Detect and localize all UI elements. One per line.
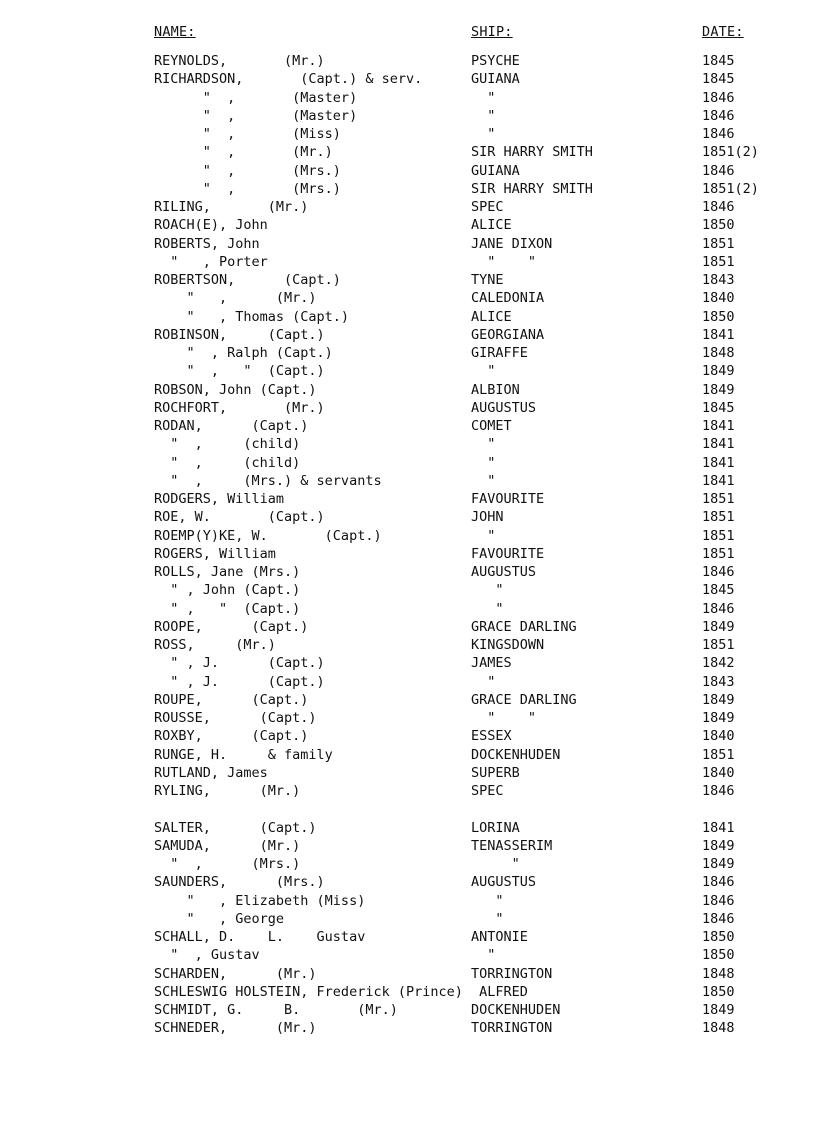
table-row xyxy=(0,892,816,910)
ship-cell: " xyxy=(471,673,496,690)
ship-cell: GUIANA xyxy=(471,162,520,179)
name-cell: " , " (Capt.) xyxy=(154,600,301,617)
name-cell: RILING, (Mr.) xyxy=(154,199,309,215)
date-cell: 1849 xyxy=(702,618,735,635)
date-cell: 1846 xyxy=(702,874,735,891)
date-cell: 1845 xyxy=(702,53,735,69)
name-cell: " , Porter xyxy=(154,253,268,270)
table-row xyxy=(0,52,816,70)
date-cell: 1849 xyxy=(702,837,735,854)
table-row xyxy=(0,454,816,472)
header-ship: SHIP: xyxy=(471,24,513,40)
date-cell: 1841 xyxy=(702,418,735,434)
name-cell: ROLLS, Jane (Mrs.) xyxy=(154,564,301,580)
table-row xyxy=(0,271,816,289)
table-row xyxy=(0,746,816,764)
date-cell: 1840 xyxy=(702,728,735,745)
name-cell: " , Thomas (Capt.) xyxy=(154,308,350,325)
name-cell: REYNOLDS, (Mr.) xyxy=(154,53,325,69)
ship-cell: SPEC xyxy=(471,199,504,215)
date-cell: 1840 xyxy=(702,290,735,307)
name-cell: RODAN, (Capt.) xyxy=(154,418,309,434)
ship-cell: " xyxy=(471,436,496,453)
ship-cell: FAVOURITE xyxy=(471,545,545,562)
name-cell: " , (Master) xyxy=(154,107,358,124)
name-cell: ROBERTS, John xyxy=(154,235,260,252)
ship-cell: KINGSDOWN xyxy=(471,637,545,653)
date-cell: 1851 xyxy=(702,527,735,544)
ship-cell: GUIANA xyxy=(471,71,520,88)
date-cell: 1841 xyxy=(702,454,735,471)
name-cell: SAUNDERS, (Mrs.) xyxy=(154,874,325,891)
table-row xyxy=(0,490,816,508)
table-row xyxy=(0,581,816,599)
date-cell: 1845 xyxy=(702,582,735,599)
date-cell: 1846 xyxy=(702,107,735,124)
table-row xyxy=(0,965,816,983)
table-row xyxy=(0,800,816,818)
name-cell: " , (Mrs.) & servants xyxy=(154,472,382,489)
table-row xyxy=(0,253,816,271)
name-cell: SCHLESWIG HOLSTEIN, Frederick (Prince) ALFRED xyxy=(154,983,528,1000)
ship-cell: COMET xyxy=(471,418,512,434)
name-cell: " , George xyxy=(154,910,285,927)
table-row xyxy=(0,709,816,727)
table-row xyxy=(0,691,816,709)
ship-cell: JANE DIXON xyxy=(471,235,553,252)
date-cell: 1851 xyxy=(702,253,735,270)
date-cell: 1848 xyxy=(702,1020,735,1037)
ship-cell: " xyxy=(471,910,504,927)
table-row xyxy=(0,399,816,417)
date-cell: 1850 xyxy=(702,929,735,945)
ship-cell: ALBION xyxy=(471,381,520,398)
name-cell: " , (Mrs.) xyxy=(154,180,341,197)
ship-cell: JOHN xyxy=(471,509,504,526)
name-cell: SCHMIDT, G. B. (Mr.) xyxy=(154,1002,398,1018)
table-row xyxy=(0,107,816,125)
table-row xyxy=(0,782,816,800)
ship-cell: JAMES xyxy=(471,655,512,672)
ship-cell: TORRINGTON xyxy=(471,1020,553,1037)
ship-cell: TORRINGTON xyxy=(471,965,553,982)
name-cell: " , John (Capt.) xyxy=(154,582,301,599)
table-row xyxy=(0,910,816,928)
table-row xyxy=(0,198,816,216)
ship-cell: GRACE DARLING xyxy=(471,691,577,708)
ship-cell: ALICE xyxy=(471,308,512,325)
ship-cell: ANTONIE xyxy=(471,929,528,945)
name-cell: RODGERS, William xyxy=(154,491,285,507)
date-cell: 1846 xyxy=(702,910,735,927)
ship-cell: GRACE DARLING xyxy=(471,618,577,635)
date-cell: 1849 xyxy=(702,710,735,726)
name-cell: RYLING, (Mr.) xyxy=(154,783,301,799)
ship-cell: ALICE xyxy=(471,217,512,234)
name-cell: " , J. (Capt.) xyxy=(154,673,325,690)
table-row xyxy=(0,654,816,672)
date-cell: 1845 xyxy=(702,399,735,416)
date-cell: 1851 xyxy=(702,491,735,507)
table-row xyxy=(0,216,816,234)
date-cell: 1846 xyxy=(702,162,735,179)
name-cell: ROUSSE, (Capt.) xyxy=(154,710,317,726)
date-cell: 1851 xyxy=(702,637,735,653)
name-cell: ROUPE, (Capt.) xyxy=(154,691,309,708)
date-cell: 1850 xyxy=(702,308,735,325)
table-row xyxy=(0,527,816,545)
table-row xyxy=(0,70,816,88)
name-cell: ROOPE, (Capt.) xyxy=(154,618,309,635)
ship-cell: " xyxy=(471,892,504,909)
ship-cell: PSYCHE xyxy=(471,53,520,69)
table-row xyxy=(0,545,816,563)
date-cell: 1843 xyxy=(702,673,735,690)
date-cell: 1846 xyxy=(702,199,735,215)
name-cell: " , (Miss) xyxy=(154,126,341,142)
table-row xyxy=(0,180,816,198)
date-cell: 1843 xyxy=(702,272,735,288)
ship-cell: " xyxy=(471,89,496,106)
name-cell: " , Elizabeth (Miss) xyxy=(154,892,366,909)
name-cell: ROBSON, John (Capt.) xyxy=(154,381,317,398)
name-cell: " , (child) xyxy=(154,436,301,453)
date-cell: 1851 xyxy=(702,746,735,763)
name-cell: SALTER, (Capt.) xyxy=(154,819,317,836)
ship-cell: " xyxy=(471,582,504,599)
name-cell: " , (child) xyxy=(154,454,301,471)
name-cell: ROE, W. (Capt.) xyxy=(154,509,325,526)
name-cell: " , (Master) xyxy=(154,89,358,106)
date-cell: 1849 xyxy=(702,691,735,708)
name-cell: RUNGE, H. & family xyxy=(154,746,333,763)
date-cell: 1846 xyxy=(702,126,735,142)
name-cell: ROBERTSON, (Capt.) xyxy=(154,272,341,288)
table-row xyxy=(0,600,816,618)
ship-cell: AUGUSTUS xyxy=(471,874,537,891)
table-row xyxy=(0,1019,816,1037)
ship-cell: " xyxy=(471,363,496,380)
table-row xyxy=(0,472,816,490)
date-cell: 1841 xyxy=(702,819,735,836)
name-cell: ROXBY, (Capt.) xyxy=(154,728,309,745)
date-cell: 1845 xyxy=(702,71,735,88)
ship-cell: " xyxy=(471,472,496,489)
table-row xyxy=(0,727,816,745)
ship-cell: DOCKENHUDEN xyxy=(471,1002,561,1018)
date-cell: 1851(2) xyxy=(702,144,759,161)
ship-cell: " xyxy=(471,126,496,142)
table-row xyxy=(0,308,816,326)
date-cell: 1842 xyxy=(702,655,735,672)
header-date: DATE: xyxy=(702,24,744,40)
ship-cell: TENASSERIM xyxy=(471,837,553,854)
table-row xyxy=(0,618,816,636)
name-cell: ROACH(E), John xyxy=(154,217,268,234)
date-cell: 1849 xyxy=(702,1002,735,1018)
date-cell: 1850 xyxy=(702,947,735,964)
table-row xyxy=(0,764,816,782)
table-row xyxy=(0,344,816,362)
name-cell: " , " (Capt.) xyxy=(154,363,325,380)
table-row xyxy=(0,928,816,946)
date-cell: 1841 xyxy=(702,326,735,343)
date-cell: 1841 xyxy=(702,436,735,453)
date-cell: 1850 xyxy=(702,217,735,234)
ship-cell: " xyxy=(471,454,496,471)
name-cell: SCHNEDER, (Mr.) xyxy=(154,1020,317,1037)
table-row xyxy=(0,673,816,691)
ship-cell: SPEC xyxy=(471,783,504,799)
name-cell: SCHARDEN, (Mr.) xyxy=(154,965,317,982)
table-row xyxy=(0,143,816,161)
table-row xyxy=(0,381,816,399)
table-row xyxy=(0,417,816,435)
ship-cell: " xyxy=(471,856,520,872)
table-row xyxy=(0,125,816,143)
table-row xyxy=(0,508,816,526)
date-cell: 1840 xyxy=(702,764,735,781)
ship-cell: AUGUSTUS xyxy=(471,564,537,580)
ship-cell: FAVOURITE xyxy=(471,491,545,507)
date-cell: 1846 xyxy=(702,89,735,106)
ship-cell: LORINA xyxy=(471,819,520,836)
table-row xyxy=(0,636,816,654)
date-cell: 1850 xyxy=(702,983,735,1000)
name-cell: " , (Mrs.) xyxy=(154,162,341,179)
date-cell: 1846 xyxy=(702,892,735,909)
name-cell: RUTLAND, James xyxy=(154,764,268,781)
name-cell: SAMUDA, (Mr.) xyxy=(154,837,301,854)
name-cell: ROSS, (Mr.) xyxy=(154,637,276,653)
table-row xyxy=(0,162,816,180)
ship-cell: " xyxy=(471,600,504,617)
table-row xyxy=(0,1001,816,1019)
table-row xyxy=(0,946,816,964)
table-row xyxy=(0,873,816,891)
ship-cell: GEORGIANA xyxy=(471,326,545,343)
date-cell: 1848 xyxy=(702,345,735,361)
date-cell: 1849 xyxy=(702,363,735,380)
table-row xyxy=(0,435,816,453)
name-cell: ROCHFORT, (Mr.) xyxy=(154,399,325,416)
ship-cell: DOCKENHUDEN xyxy=(471,746,561,763)
date-cell: 1851 xyxy=(702,235,735,252)
date-cell: 1851(2) xyxy=(702,180,759,197)
ship-cell: " xyxy=(471,107,496,124)
date-cell: 1846 xyxy=(702,600,735,617)
date-cell: 1851 xyxy=(702,509,735,526)
name-cell: ROEMP(Y)KE, W. (Capt.) xyxy=(154,527,382,544)
name-cell: SCHALL, D. L. Gustav xyxy=(154,929,366,945)
name-cell: " , (Mrs.) xyxy=(154,856,301,872)
table-row xyxy=(0,819,816,837)
table-row xyxy=(0,563,816,581)
ship-cell: " " xyxy=(471,710,537,726)
ship-cell: SUPERB xyxy=(471,764,520,781)
table-row xyxy=(0,289,816,307)
table-row xyxy=(0,235,816,253)
ship-cell: SIR HARRY SMITH xyxy=(471,180,593,197)
date-cell: 1849 xyxy=(702,381,735,398)
ship-cell: CALEDONIA xyxy=(471,290,545,307)
date-cell: 1846 xyxy=(702,564,735,580)
table-row xyxy=(0,837,816,855)
table-row xyxy=(0,326,816,344)
header-name: NAME: xyxy=(154,24,196,40)
ship-cell: ESSEX xyxy=(471,728,512,745)
ship-cell: " " xyxy=(471,253,537,270)
name-cell: ROBINSON, (Capt.) xyxy=(154,326,325,343)
name-cell: RICHARDSON, (Capt.) & serv. xyxy=(154,71,423,88)
date-cell: 1846 xyxy=(702,783,735,799)
table-row xyxy=(0,362,816,380)
ship-cell: " xyxy=(471,947,496,964)
ship-cell: GIRAFFE xyxy=(471,345,528,361)
table-row xyxy=(0,89,816,107)
ship-cell: SIR HARRY SMITH xyxy=(471,144,593,161)
table-row xyxy=(0,983,816,1001)
table-row xyxy=(0,855,816,873)
name-cell: " , Ralph (Capt.) xyxy=(154,345,333,361)
date-cell: 1841 xyxy=(702,472,735,489)
ship-cell: TYNE xyxy=(471,272,504,288)
date-cell: 1851 xyxy=(702,545,735,562)
name-cell: " , Gustav xyxy=(154,947,260,964)
date-cell: 1848 xyxy=(702,965,735,982)
name-cell: " , (Mr.) xyxy=(154,144,333,161)
ship-cell: " xyxy=(471,527,496,544)
name-cell: " , (Mr.) xyxy=(154,290,317,307)
name-cell: " , J. (Capt.) xyxy=(154,655,325,672)
name-cell: ROGERS, William xyxy=(154,545,276,562)
ship-cell: AUGUSTUS xyxy=(471,399,537,416)
date-cell: 1849 xyxy=(702,856,735,872)
